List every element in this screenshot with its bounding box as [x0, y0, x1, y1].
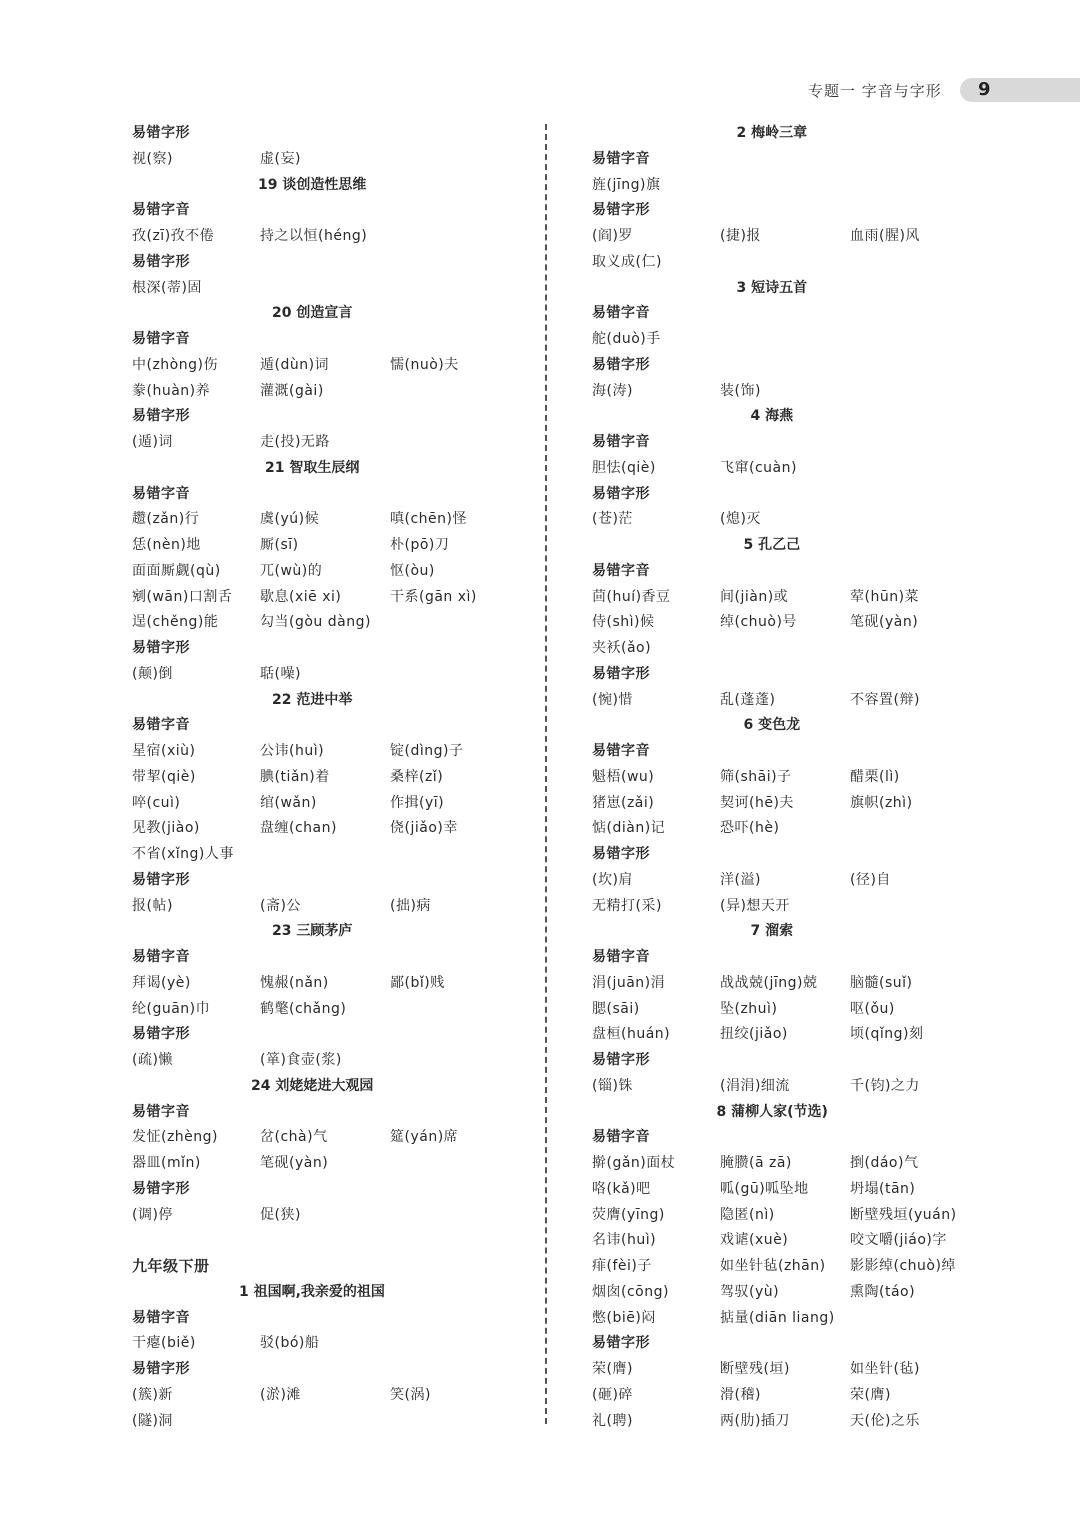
grade-heading: 九年级下册: [132, 1257, 210, 1275]
vocab-item: 遁(dùn)词: [260, 356, 330, 373]
category-label: 易错字形: [592, 665, 650, 682]
page-number-tab: [960, 78, 1080, 102]
vocab-item: (熄)灭: [720, 511, 761, 528]
vocab-item: 夹袄(ǎo): [592, 640, 652, 656]
vocab-item: 天(伦)之乐: [850, 1412, 920, 1429]
category-label: 易错字形: [132, 125, 190, 141]
vocab-item: 岔(chà)气: [260, 1129, 328, 1146]
vocab-item: 聒(噪): [260, 665, 301, 682]
vocab-item: 侍(shì)候: [592, 614, 655, 631]
vocab-item: 绾(wǎn): [260, 794, 317, 811]
vocab-item: 千(钧)之力: [850, 1077, 920, 1094]
vocab-item: 腆(tiǎn)着: [260, 768, 330, 785]
vocab-item: 腮(sāi): [592, 1000, 640, 1017]
vocab-item: 魁梧(wu): [592, 768, 655, 785]
vocab-item: 装(饰): [720, 382, 761, 399]
vocab-item: (拙)病: [390, 897, 431, 914]
category-label: 易错字音: [132, 202, 190, 219]
vocab-item: (箪)食壶(浆): [260, 1052, 342, 1068]
vocab-item: (惋)惜: [592, 691, 633, 708]
lesson-title: 1 祖国啊,我亲爱的祖国: [239, 1283, 385, 1300]
lesson-title: 8 蒲柳人家(节选): [716, 1103, 828, 1120]
vocab-item: 两(肋)插刀: [720, 1412, 790, 1429]
vocab-item: 虞(yú)候: [260, 511, 320, 528]
category-label: 易错字形: [132, 1180, 190, 1197]
vocab-item: 咬文嚼(jiáo)字: [850, 1232, 947, 1249]
vocab-item: 驳(bó)船: [260, 1335, 320, 1352]
category-label: 易错字音: [592, 949, 650, 965]
vocab-item: 荣(膺): [850, 1386, 891, 1403]
vocab-item: 影影绰(chuò)绰: [850, 1258, 956, 1274]
vocab-item: (颠)倒: [132, 665, 173, 682]
vocab-item: 促(狭): [260, 1206, 301, 1223]
vocab-item: 取义成(仁): [592, 253, 662, 270]
vocab-item: 熏陶(táo): [850, 1283, 916, 1300]
vocab-item: 鄙(bǐ)贱: [390, 974, 445, 991]
category-label: 易错字音: [592, 562, 650, 579]
vocab-item: 勾当(gòu dàng): [260, 614, 371, 631]
vocab-item: 愧赧(nǎn): [260, 974, 329, 991]
vocab-item: 盘桓(huán): [592, 1026, 671, 1043]
vocab-item: 醋栗(lì): [850, 768, 900, 785]
vocab-item: 旗帜(zhì): [850, 794, 913, 811]
vocab-item: 荧膺(yīng): [592, 1206, 665, 1223]
vocab-item: 拜谒(yè): [132, 974, 191, 991]
vocab-item: 痱(fèi)子: [592, 1258, 652, 1274]
vocab-item: 报(帖): [132, 897, 173, 914]
vocab-item: 隐匿(nì): [720, 1206, 775, 1223]
vocab-item: 飞窜(cuàn): [720, 459, 797, 476]
vocab-item: 涓(juān)涓: [592, 974, 666, 991]
lesson-title: 23 三顾茅庐: [272, 923, 353, 940]
lesson-title: 3 短诗五首: [736, 279, 808, 296]
vocab-item: 血雨(腥)风: [850, 228, 920, 244]
vocab-item: 滑(稽): [720, 1386, 761, 1403]
vocab-item: 无精打(采): [592, 897, 662, 914]
category-label: 易错字音: [132, 485, 190, 502]
vocab-item: 呕(ǒu): [850, 1000, 895, 1017]
category-label: 易错字形: [592, 1052, 650, 1068]
vocab-item: 虚(妄): [260, 150, 301, 167]
vocab-item: 纶(guān)巾: [132, 1000, 211, 1017]
vocab-item: 绰(chuò)号: [720, 614, 797, 631]
lesson-title: 4 海燕: [750, 408, 794, 425]
lesson-title: 19 谈创造性思维: [258, 176, 367, 193]
vocab-item: (异)想天开: [720, 897, 790, 914]
vocab-item: 憋(biē)闷: [592, 1309, 656, 1326]
vocab-item: 海(涛): [592, 382, 633, 399]
lesson-title: 5 孔乙己: [743, 537, 801, 553]
vocab-item: 笔砚(yàn): [850, 614, 919, 631]
vocab-item: 干系(gān xì): [390, 588, 477, 605]
vocab-item: 恁(nèn)地: [132, 537, 201, 553]
vocab-item: (簇)新: [132, 1386, 173, 1403]
vocab-item: 惦(diàn)记: [592, 820, 666, 837]
category-label: 易错字形: [592, 1335, 650, 1352]
vocab-item: 朴(pō)刀: [390, 537, 450, 553]
lesson-title: 22 范进中举: [272, 691, 353, 708]
column-divider: [545, 124, 547, 1424]
vocab-item: 掂量(diān liang): [720, 1309, 835, 1326]
vocab-item: 如坐针(毡): [850, 1361, 920, 1377]
vocab-item: 孜(zī)孜不倦: [132, 228, 215, 244]
section-title: 专题一 字音与字形: [808, 82, 942, 100]
vocab-item: 面面厮觑(qù): [132, 562, 221, 579]
vocab-item: (疏)懒: [132, 1052, 173, 1068]
category-label: 易错字音: [132, 717, 190, 734]
vocab-item: (斋)公: [260, 897, 301, 914]
vocab-item: 桑梓(zǐ): [390, 768, 444, 785]
vocab-item: 笑(涡): [390, 1386, 431, 1403]
vocab-item: 啐(cuì): [132, 794, 181, 811]
vocab-item: 驾驭(yù): [720, 1283, 780, 1300]
vocab-item: 懦(nuò)夫: [390, 356, 459, 373]
vocab-item: 星宿(xiù): [132, 743, 196, 759]
vocab-item: 名讳(huì): [592, 1232, 657, 1249]
vocab-item: 呱(gū)呱坠地: [720, 1180, 809, 1197]
vocab-item: 断壁残垣(yuán): [850, 1206, 957, 1223]
vocab-item: 擀(gǎn)面杖: [592, 1155, 676, 1171]
vocab-item: 趱(zǎn)行: [132, 511, 200, 528]
vocab-item: (涓涓)细流: [720, 1077, 790, 1094]
vocab-item: 扭绞(jiǎo): [720, 1026, 788, 1043]
vocab-item: 洋(溢): [720, 871, 761, 888]
vocab-item: 如坐针毡(zhān): [720, 1258, 826, 1274]
vocab-item: 逞(chěng)能: [132, 614, 219, 631]
vocab-item: 茴(huí)香豆: [592, 588, 671, 605]
category-label: 易错字形: [592, 846, 650, 862]
lesson-title: 24 刘姥姥进大观园: [251, 1077, 374, 1094]
category-label: 易错字音: [132, 1103, 190, 1120]
vocab-item: 恐吓(hè): [720, 820, 780, 837]
category-label: 易错字形: [132, 1361, 190, 1377]
vocab-item: 间(jiàn)或: [720, 588, 789, 605]
vocab-item: 见教(jiào): [132, 820, 200, 837]
vocab-item: 持之以恒(héng): [260, 228, 368, 244]
vocab-item: 走(投)无路: [260, 434, 330, 450]
vocab-item: 发怔(zhèng): [132, 1129, 219, 1146]
category-label: 易错字形: [132, 871, 190, 888]
lesson-title: 6 变色龙: [743, 717, 801, 734]
vocab-item: 舵(duò)手: [592, 331, 661, 347]
vocab-item: 作揖(yī): [390, 794, 445, 811]
vocab-item: 筵(yán)席: [390, 1129, 459, 1146]
vocab-item: 剜(wān)口割舌: [132, 588, 233, 605]
vocab-item: 怄(òu): [390, 562, 435, 579]
vocab-item: (阎)罗: [592, 228, 633, 244]
category-label: 易错字形: [132, 408, 190, 425]
vocab-item: 盘缠(chan): [260, 820, 337, 837]
vocab-item: 腌臜(ā zā): [720, 1155, 792, 1171]
category-label: 易错字音: [592, 434, 650, 450]
lesson-title: 20 创造宣言: [272, 305, 353, 322]
vocab-item: 厮(sī): [260, 537, 299, 553]
vocab-item: 笔砚(yàn): [260, 1155, 329, 1171]
category-label: 易错字音: [132, 1309, 190, 1326]
vocab-item: 干瘪(biě): [132, 1335, 196, 1352]
vocab-item: 胆怯(qiè): [592, 459, 656, 476]
category-label: 易错字形: [592, 356, 650, 373]
category-label: 易错字音: [592, 150, 650, 167]
vocab-item: 筛(shāi)子: [720, 768, 792, 785]
lesson-title: 2 梅岭三章: [736, 125, 808, 141]
vocab-item: 歇息(xiē xi): [260, 588, 342, 605]
vocab-item: (捷)报: [720, 228, 761, 244]
vocab-item: 豢(huàn)养: [132, 382, 211, 399]
vocab-item: (淤)滩: [260, 1386, 301, 1403]
vocab-item: (坎)肩: [592, 871, 633, 888]
vocab-item: 视(察): [132, 150, 173, 167]
vocab-item: 坍塌(tān): [850, 1180, 916, 1197]
vocab-item: 不容置(辩): [850, 691, 920, 708]
vocab-item: 旌(jīng)旗: [592, 176, 661, 193]
vocab-item: 锭(dìng)子: [390, 743, 464, 759]
vocab-item: 咯(kǎ)吧: [592, 1180, 651, 1197]
vocab-item: 坠(zhuì): [720, 1000, 778, 1017]
vocab-item: 器皿(mǐn): [132, 1155, 201, 1171]
lesson-title: 21 智取生辰纲: [265, 459, 360, 476]
category-label: 易错字形: [132, 253, 190, 270]
vocab-item: 脑髓(suǐ): [850, 974, 913, 991]
vocab-item: 猪崽(zǎi): [592, 794, 655, 811]
category-label: 易错字音: [592, 1129, 650, 1146]
page-number: 9: [978, 79, 991, 100]
vocab-item: 断壁残(垣): [720, 1361, 790, 1377]
vocab-item: (调)停: [132, 1206, 173, 1223]
vocab-item: 契诃(hē)夫: [720, 794, 794, 811]
vocab-item: 乱(蓬蓬): [720, 691, 776, 708]
category-label: 易错字形: [592, 485, 650, 502]
vocab-item: 荤(hūn)菜: [850, 588, 920, 605]
vocab-item: 侥(jiǎo)幸: [390, 820, 458, 837]
vocab-item: (遁)词: [132, 434, 173, 450]
vocab-item: 战战兢(jīng)兢: [720, 974, 818, 991]
vocab-item: (隧)洞: [132, 1412, 173, 1429]
vocab-item: 不省(xǐng)人事: [132, 846, 234, 862]
vocab-item: 顷(qǐng)刻: [850, 1026, 924, 1043]
category-label: 易错字形: [132, 640, 190, 656]
vocab-item: 捯(dáo)气: [850, 1155, 919, 1171]
vocab-item: (苍)茫: [592, 511, 633, 528]
vocab-item: 带挈(qiè): [132, 768, 196, 785]
vocab-item: 公讳(huì): [260, 743, 325, 759]
vocab-item: (径)自: [850, 871, 891, 888]
lesson-title: 7 溜索: [750, 923, 794, 940]
page-header: [808, 78, 1080, 104]
vocab-item: 鹤氅(chǎng): [260, 1000, 347, 1017]
vocab-item: 中(zhòng)伤: [132, 356, 218, 373]
category-label: 易错字音: [132, 949, 190, 965]
category-label: 易错字形: [132, 1026, 190, 1043]
vocab-item: 礼(聘): [592, 1412, 633, 1429]
category-label: 易错字形: [592, 202, 650, 219]
vocab-item: 兀(wù)的: [260, 562, 323, 579]
vocab-item: 嗔(chēn)怪: [390, 511, 467, 528]
vocab-item: 根深(蒂)固: [132, 279, 202, 296]
category-label: 易错字音: [592, 743, 650, 759]
vocab-item: 荣(膺): [592, 1361, 633, 1377]
category-label: 易错字音: [592, 305, 650, 322]
vocab-item: (锱)铢: [592, 1077, 633, 1094]
vocab-item: (砸)碎: [592, 1386, 633, 1403]
vocab-item: 灌溉(gài): [260, 382, 324, 399]
vocab-item: 戏谑(xuè): [720, 1232, 789, 1249]
category-label: 易错字音: [132, 331, 190, 347]
vocab-item: 烟囱(cōng): [592, 1283, 669, 1300]
